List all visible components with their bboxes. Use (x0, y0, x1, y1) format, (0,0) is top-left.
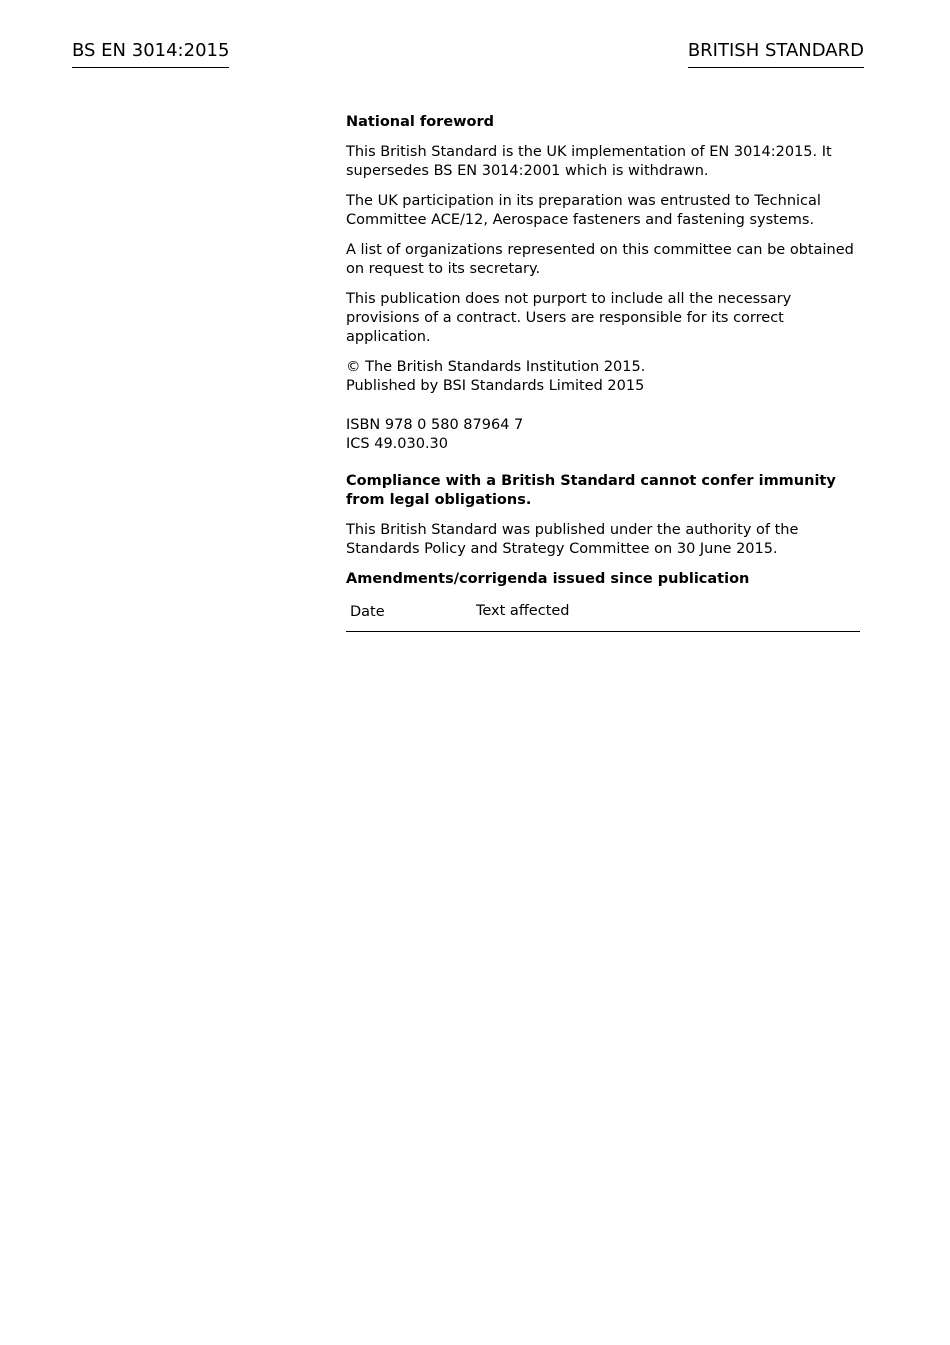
published-line: Published by BSI Standards Limited 2015 (346, 378, 645, 394)
copyright-line: © The British Standards Institution 2015. (346, 359, 646, 375)
amendments-table (346, 598, 860, 632)
amendments-column-text-affected: Text affected (476, 598, 860, 632)
foreword-title: National foreword (346, 114, 495, 130)
foreword-paragraph-organizations: A list of organizations represented on this committee can be obtained on request to its secretary. (346, 242, 854, 277)
amendments-column-date: Date (346, 598, 476, 632)
amendments-title: Amendments/corrigenda issued since publication (346, 571, 750, 587)
national-foreword-section (346, 113, 860, 632)
foreword-paragraph-implementation: This British Standard is the UK implementation of EN 3014:2015. It supersedes BS EN 3014:2001 which is withdrawn. (346, 144, 832, 179)
header-document-code: BS EN 3014:2015 (72, 40, 229, 68)
compliance-statement: Compliance with a British Standard cannot confer immunity from legal obligations. (346, 473, 836, 508)
ics-line: ICS 49.030.30 (346, 436, 449, 452)
isbn-line: ISBN 978 0 580 87964 7 (346, 417, 524, 433)
authority-statement: This British Standard was published under the authority of the Standards Policy and Strategy Committee on 30 June 2015. (346, 522, 799, 557)
header-document-type: BRITISH STANDARD (688, 40, 864, 68)
identifier-block (346, 416, 860, 454)
foreword-paragraph-contract: This publication does not purport to include all the necessary provisions of a contract. Users are responsible for its correct application. (346, 291, 792, 345)
amendments-header-row (346, 598, 860, 632)
foreword-paragraph-committee: The UK participation in its preparation was entrusted to Technical Committee ACE/12, Aerospace fasteners and fastening systems. (346, 193, 821, 228)
copyright-block (346, 358, 860, 396)
